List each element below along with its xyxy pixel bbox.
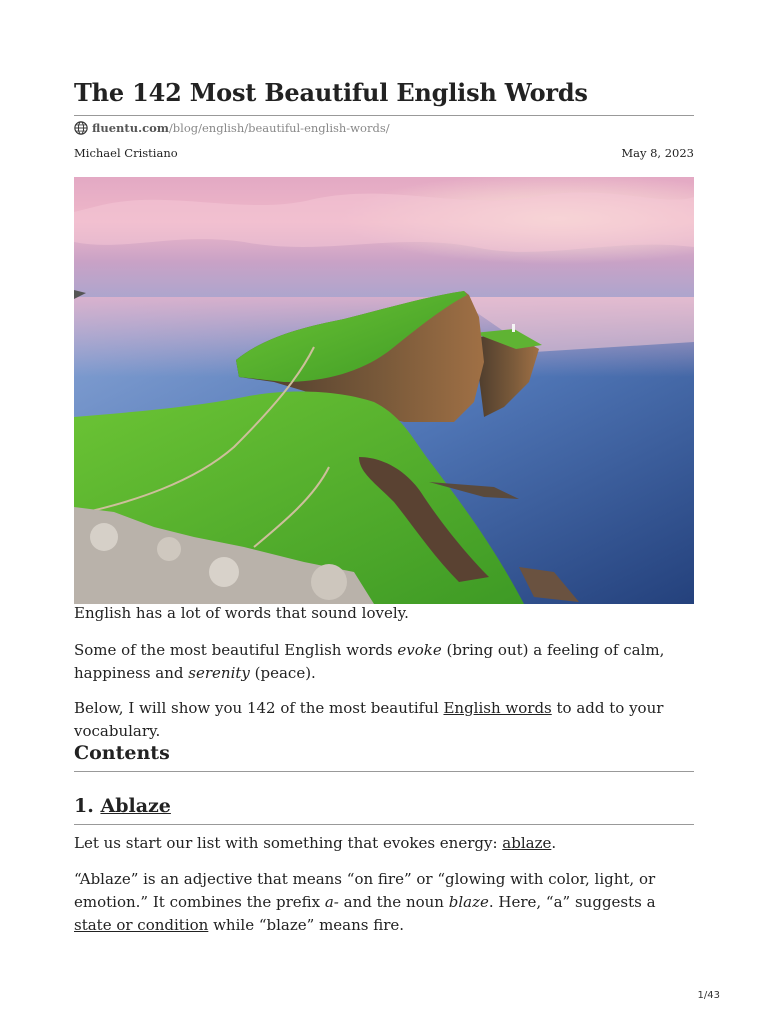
ablaze-link[interactable]: ablaze — [502, 834, 552, 852]
publish-date: May 8, 2023 — [621, 146, 694, 160]
intro-p2-text-c: (peace). — [249, 664, 316, 682]
hero-image — [74, 177, 694, 604]
s1-p2-text-c: . Here, “a” suggests a — [488, 893, 656, 911]
article-title: The 142 Most Beautiful English Words — [74, 78, 588, 107]
author-name: Michael Cristiano — [74, 146, 178, 160]
source-url[interactable] — [74, 121, 390, 135]
section-1-number: 1. — [74, 795, 101, 817]
section-1-heading — [74, 795, 171, 817]
source-domain: fluentu.com — [92, 121, 169, 135]
state-or-condition-link[interactable]: state or condition — [74, 916, 209, 934]
section-1-paragraph-2 — [74, 868, 694, 937]
section-1-title-link[interactable]: Ablaze — [100, 795, 171, 817]
s1-p2-text-b: and the noun — [338, 893, 449, 911]
s1-p2-em-prefix: a- — [324, 893, 339, 911]
landscape-photo — [74, 177, 694, 604]
intro-paragraph-3 — [74, 697, 694, 743]
globe-icon — [74, 121, 88, 135]
s1-p2-text-a: “Ablaze” is an adjective that means “on fire” or “glowing with color, light, or emotion.” It combines the prefix — [74, 870, 656, 911]
intro-p2-em-serenity: serenity — [188, 664, 250, 682]
intro-p3-text-b: to add to your vocabulary. — [74, 699, 664, 740]
intro-p2-text-b: (bring out) a feeling of calm, happiness and — [74, 641, 665, 682]
intro-paragraph-1: English has a lot of words that sound lovely. — [74, 604, 409, 622]
section-1-paragraph-1 — [74, 832, 694, 855]
contents-heading: Contents — [74, 742, 170, 764]
intro-paragraph-2 — [74, 639, 694, 685]
s1-p1-text-b: . — [551, 834, 557, 852]
s1-p1-text-a: Let us start our list with something that evokes energy: — [74, 834, 503, 852]
byline-row — [74, 146, 694, 160]
page-number: 1/43 — [697, 990, 720, 1001]
english-words-link[interactable]: English words — [443, 699, 552, 717]
source-path: /blog/english/beautiful-english-words/ — [168, 121, 390, 135]
contents-divider — [74, 771, 694, 772]
s1-p2-text-d: while “blaze” means fire. — [208, 916, 405, 934]
intro-p2-em-evoke: evoke — [397, 641, 442, 659]
title-divider — [74, 115, 694, 116]
intro-p2-text-a: Some of the most beautiful English words — [74, 641, 398, 659]
section-1-divider — [74, 824, 694, 825]
intro-p3-text-a: Below, I will show you 142 of the most beautiful — [74, 699, 444, 717]
s1-p2-em-blaze: blaze — [448, 893, 489, 911]
